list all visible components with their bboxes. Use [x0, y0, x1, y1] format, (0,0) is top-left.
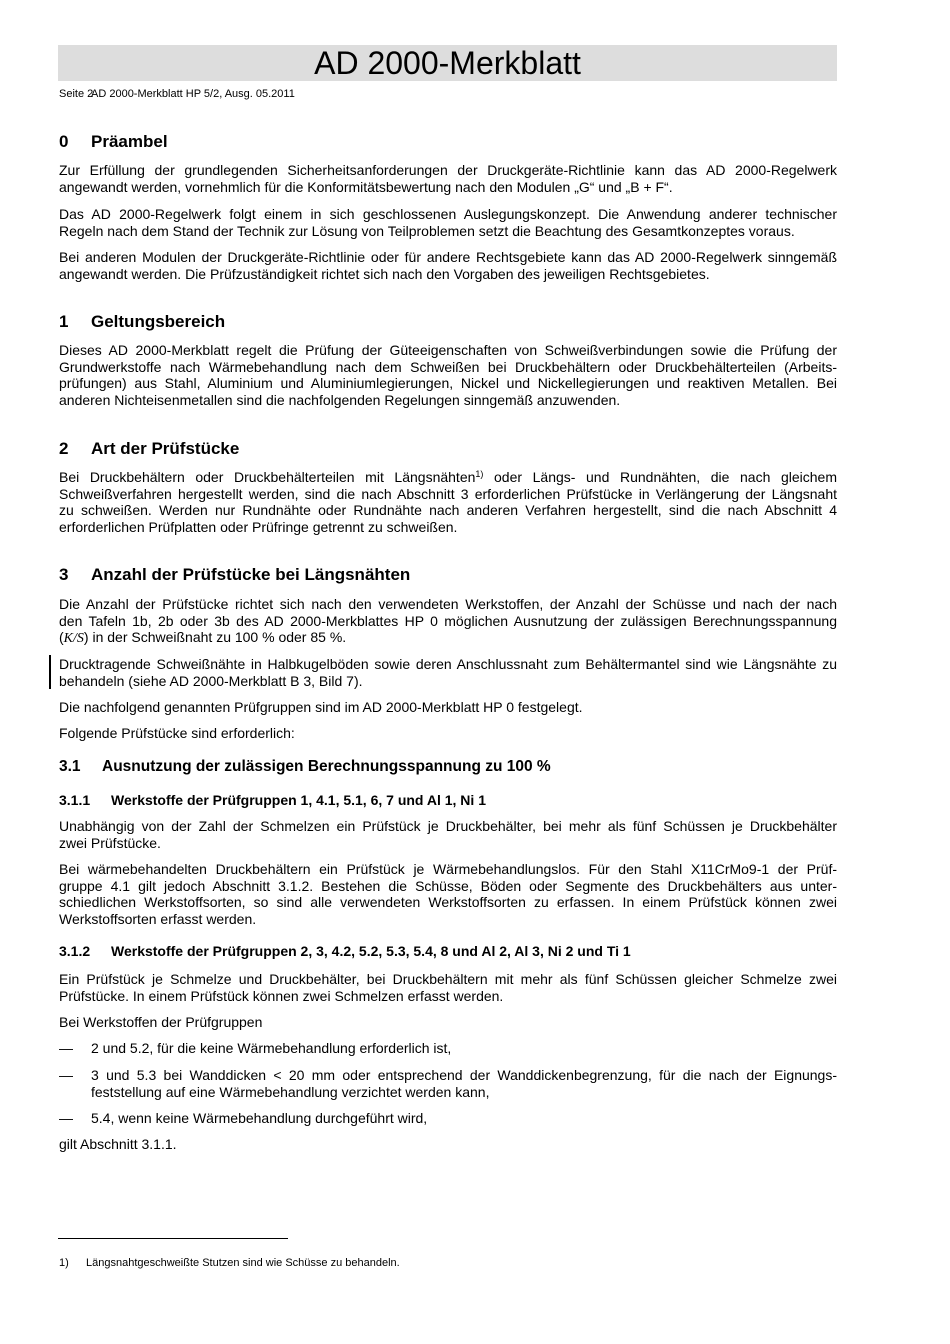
text-line: Schweißverfahren hergestellt werden, sind die nach Abschnitt 3 erforderlichen Prüfstücke in Verlängerung der Längsnaht	[59, 485, 837, 502]
list-dash: —	[59, 1067, 73, 1083]
change-bar	[49, 655, 51, 689]
subsection-number: 3.1	[59, 758, 81, 775]
text-line: Bei wärmebehandelten Druckbehältern ein Prüfstück je Wärmebehandlungslos. Für den Stahl X11CrMo9-1 der Prüf-	[59, 861, 837, 877]
paragraph	[59, 342, 837, 408]
text-line: Die Anzahl der Prüfstücke richtet sich nach den verwendeten Werkstoffen, der Anzahl der Schüsse und nach der nach	[59, 596, 837, 612]
list-dash: —	[59, 1040, 73, 1056]
section-heading	[59, 565, 837, 585]
page-header-meta	[59, 87, 459, 101]
text-line: Die nachfolgend genannten Prüfgruppen sind im AD 2000-Merkblatt HP 0 festgelegt.	[59, 699, 583, 715]
paragraph	[59, 861, 837, 927]
text-line	[59, 629, 837, 646]
text-line: Bei Werkstoffen der Prüfgruppen	[59, 1014, 263, 1030]
paragraph	[59, 1136, 837, 1153]
text-segment: (	[59, 629, 64, 645]
formula-k-over-s: K/S	[63, 631, 84, 646]
text-line: feststellung auf eine Wärmebehandlung verzichtet werden kann,	[91, 1083, 490, 1100]
text-line: prüfungen) aus Stahl, Aluminium und Aluminiumlegierungen, Nickel und Nickellegierungen und reaktiven Metallen. Bei	[59, 375, 837, 391]
section-title: Art der Prüfstücke	[91, 439, 240, 458]
paragraph	[59, 818, 837, 851]
text-line: schiedlichen Werkstoffsorten, so sind alle verwendeten Werkstoffsorten zu erfassen. In einem Prüfstück können zwei	[59, 894, 837, 910]
text-line: den Tafeln 1b, 2b oder 3b des AD 2000-Merkblattes HP 0 möglichen Ausnutzung der zulässigen Berechnungsspannung	[59, 612, 837, 629]
text-line: Zur Erfüllung der grundlegenden Sicherheitsanforderungen der Druckgeräte-Richtlinie kann das AD 2000-Regelwerk	[59, 162, 837, 178]
text-line: Das AD 2000-Regelwerk folgt einem in sich geschlossenen Auslegungskonzept. Die Anwendung anderer technischer	[59, 206, 837, 222]
text-line: angewandt werden. Die Prüfzuständigkeit richtet sich nach den Vorgaben des jeweiligen Rechtsgebietes.	[59, 265, 710, 282]
text-line: Ein Prüfstück je Schmelze und Druckbehälter, bei Druckbehältern mit mehr als fünf Schüssen gleicher Schmelze zwei	[59, 971, 837, 987]
section-heading	[59, 312, 837, 332]
text-line: Folgende Prüfstücke sind erforderlich:	[59, 725, 295, 741]
text-line: anderen Nichteisenmetallen sind die nachfolgenden Regelungen sinngemäß anzuwenden.	[59, 391, 621, 408]
section-number: 2	[59, 439, 69, 458]
document-reference: AD 2000-Merkblatt HP 5/2, Ausg. 05.2011	[91, 88, 295, 100]
subsubsection-title: Werkstoffe der Prüfgruppen 2, 3, 4.2, 5.2, 5.3, 5.4, 8 und Al 2, Al 3, Ni 2 und Ti 1	[111, 943, 631, 959]
footnote-text: Längsnahtgeschweißte Stutzen sind wie Schüsse zu behandeln.	[86, 1257, 400, 1269]
subsubsection-heading	[59, 792, 837, 809]
text-line: Prüfstücke. In einem Prüfstück können zwei Schmelzen erfasst werden.	[59, 987, 504, 1004]
text-segment: Bei Druckbehältern oder Druckbehälterteilen mit Längsnähten	[59, 469, 476, 485]
subsection-heading	[59, 758, 837, 776]
text-segment: ) in der Schweißnaht zu 100 % oder 85 %.	[83, 629, 347, 645]
text-line: Bei anderen Modulen der Druckgeräte-Richtlinie oder für andere Rechtsgebiete kann das AD 2000-Regelwerk sinngemäß	[59, 249, 837, 265]
text-line: Drucktragende Schweißnähte in Halbkugelböden sowie deren Anschlussnaht zum Behältermantel sind wie Längsnähte zu	[59, 656, 837, 672]
paragraph	[59, 596, 837, 646]
section-number: 1	[59, 312, 69, 331]
subsubsection-number: 3.1.2	[59, 943, 91, 959]
paragraph	[59, 971, 837, 1004]
paragraph	[59, 162, 837, 195]
section-title: Präambel	[91, 132, 168, 151]
page-number: Seite 2	[59, 88, 94, 100]
footnote-marker: 1)	[59, 1257, 69, 1269]
text-line: 3 und 5.3 bei Wanddicken < 20 mm oder entsprechend der Wanddickenbegrenzung, für die nach der Eignungs-	[91, 1067, 837, 1083]
text-line: Unabhängig von der Zahl der Schmelzen ein Prüfstück je Druckbehälter, bei mehr als fünf Schüssen je Druckbehälter	[59, 818, 837, 834]
footnote-separator	[58, 1238, 288, 1239]
text-line: Regeln nach dem Stand der Technik zur Lösung von Teilproblemen setzt die Beachtung des Gesamtkonzeptes voraus.	[59, 222, 795, 239]
text-line: Dieses AD 2000-Merkblatt regelt die Prüfung der Güteeigenschaften von Schweißverbindungen sowie die Prüfung der	[59, 342, 837, 358]
paragraph	[59, 1014, 837, 1031]
section-heading	[59, 439, 837, 459]
text-segment: oder Längs- und Rundnähten, die nach gleichem	[483, 469, 837, 485]
paragraph	[59, 249, 837, 282]
subsubsection-heading	[59, 943, 837, 960]
text-line: 2 und 5.2, für die keine Wärmebehandlung erforderlich ist,	[91, 1040, 452, 1056]
section-number: 0	[59, 132, 69, 151]
text-line: angewandt werden, vornehmlich für die Konformitätsbewertung nach den Modulen „G“ und „B + F“.	[59, 178, 673, 195]
text-line: zwei Prüfstücke.	[59, 834, 161, 851]
text-line: 5.4, wenn keine Wärmebehandlung durchgeführt wird,	[91, 1110, 428, 1126]
section-heading	[59, 132, 837, 152]
text-line: zu schweißen. Werden nur Rundnähte oder Rundnähte nach anderen Verfahren hergestellt, sind die nach Abschnitt 4	[59, 502, 837, 518]
footnote	[59, 1256, 759, 1270]
paragraph	[59, 656, 837, 689]
text-line: Werkstoffsorten erfasst werden.	[59, 910, 257, 927]
text-line: erforderlichen Prüfplatten oder Prüfringe getrennt zu schweißen.	[59, 518, 458, 535]
subsubsection-number: 3.1.1	[59, 792, 91, 808]
paragraph	[59, 699, 837, 716]
list-dash: —	[59, 1110, 73, 1126]
text-line: behandeln (siehe AD 2000-Merkblatt B 3, Bild 7).	[59, 672, 363, 689]
text-line	[59, 469, 837, 486]
section-number: 3	[59, 565, 69, 584]
subsection-title: Ausnutzung der zulässigen Berechnungsspannung zu 100 %	[102, 758, 551, 775]
document-title: AD 2000-Merkblatt	[314, 45, 581, 81]
footnote-reference: 1)	[475, 469, 484, 479]
document-title-bar	[58, 45, 837, 81]
paragraph	[59, 469, 837, 535]
text-line: gilt Abschnitt 3.1.1.	[59, 1136, 177, 1152]
text-line: Grundwerkstoffe nach Wärmebehandlung nach dem Schweißen bei Druckbehältern oder Druckbehälterteilen (Arbeits-	[59, 358, 837, 375]
paragraph	[59, 725, 837, 742]
text-line: gruppe 4.1 gilt jedoch Abschnitt 3.1.2. Bestehen die Schüsse, Böden oder Segmente des Druckbehälters aus unter-	[59, 877, 837, 894]
paragraph	[59, 206, 837, 239]
subsubsection-title: Werkstoffe der Prüfgruppen 1, 4.1, 5.1, 6, 7 und Al 1, Ni 1	[111, 792, 486, 808]
section-title: Geltungsbereich	[91, 312, 226, 331]
section-title: Anzahl der Prüfstücke bei Längsnähten	[91, 565, 411, 584]
